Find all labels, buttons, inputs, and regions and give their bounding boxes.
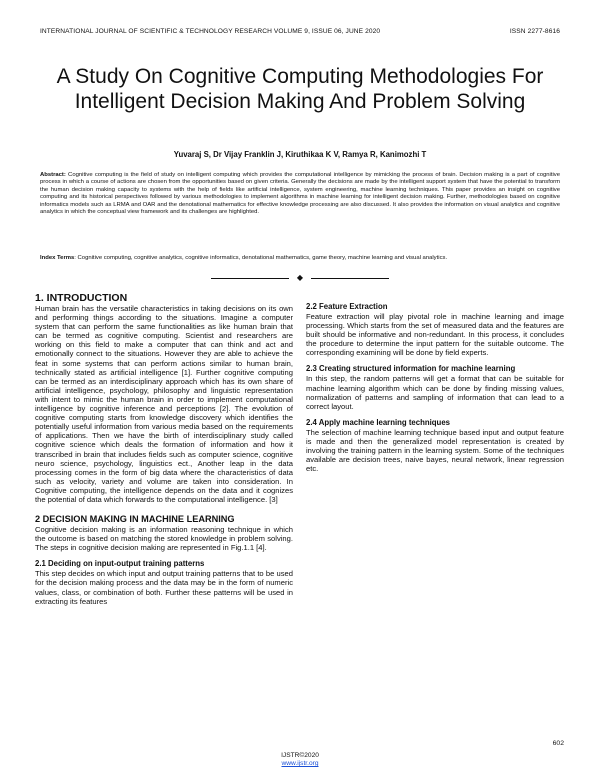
introduction-heading: 1. INTRODUCTION [35,292,128,304]
decision-making-heading: 2 DECISION MAKING IN MACHINE LEARNING [35,514,235,525]
index-terms-text: : Cognitive computing, cognitive analytics, cognitive informatics, denotational mathematics, game theory, machine learning and visual analytics. [74,255,448,261]
journal-url-link[interactable]: www.ijstr.org [281,760,319,767]
abstract [40,172,560,216]
section-2-1-text: This step decides on which input and output training patterns that to be used for the decision making process and the data may be in the form of numeric values, class, or combination of both. Further these patterns will be used in extracting its features [35,569,293,606]
introduction-text: Human brain has the versatile characteristics in taking decisions on its own and performing things according to the situations. Imagine a computer system that can perform the same functionalities as like human brain that can be termed as cognitive computing. Scientist and researchers are working on this field to make a computer that can think and act and emotionally connect to the situations. However they are able to achieve the feat in some systems that can perform actions similar to human brain, technically stated as artificial intelligence [1]. Further cognitive computing can be termed as an interdisciplinary approach which has its own share of artificial intelligence, psychology, philosophy and linguistic representation with intent to mimic the human brain in order to implement computational intelligence by cognitive inference and perceptions [2]. The evolution of cognitive computing starts from knowledge discovery which identifies the potentially useful information from various media based on the requirements of applications. Then we have the birth of interdisciplinary study called cognitive science which deals the formation of information and how it transcribed in brain that includes fields such as computer science, cognitive neuro science, psychology, linguistics ect., Another leap in the data processing comes in the form of big data where the characteristics of data such as velocity, variety and volume are taken into consideration. In Cognitive computing, the intelligence depends on the data and it cognizes the potential of data which forwards to the computational intelligence. [3] [35,304,293,504]
section-2-4-heading: 2.4 Apply machine learning techniques [306,417,450,427]
page-footer [0,752,600,768]
right-column [306,302,564,473]
index-terms [40,255,560,262]
left-column [35,292,293,606]
abstract-text: Cognitive computing is the field of study on intelligent computing which provides the computational intelligence by mimicking the process of brain. Decision making is a part of cognitive process in which a course of actions are chosen from the opportunities based on given criteria. Generally the decisions are made by the intelligent support system that have the potential to transform the human decision making capacity to systems with the help of fields like artificial intelligence, system engineering, machine learning techniques. This paper provides an insight on cognitive computing and its historical perspectives followed by various methodologies to implement algorithms in machine learning for intelligent decision making. Further, methodologies based on cognitive informatics models such as LRMA and OAR and the denotational mathematics for effective knowledge processing are also discussed. It also provides the information on visual analytics and cognitive analytics in which the conceptual view framework and its challenges are highlighted. [40,172,560,216]
decision-making-text: Cognitive decision making is an information reasoning technique in which the outcome is based on matching the stored knowledge in problem solving. The steps in cognitive decision making are represented in Fig.1.1 [4]. [35,525,293,553]
section-2-3-text: In this step, the random patterns will get a format that can be suitable for machine learning algorithm which can be done by finding missing values, normalization of patterns and sampling of information that can lead to a correct layout. [306,374,564,411]
separator-line-left [211,278,289,279]
section-2-4-text: The selection of machine learning technique based input and output feature is made and then the generalized model representation is created by involving the training pattern in the learning system. Some of the techniques available are decision trees, naive bayes, neural network, linear regression etc. [306,427,564,474]
page-number: 602 [552,740,564,747]
section-separator [0,273,600,283]
paper-title: A Study On Cognitive Computing Methodologies For Intelligent Decision Making And Problem Solving [56,65,544,113]
index-terms-label: Index Terms [40,255,75,261]
section-2-1-heading: 2.1 Deciding on input-output training patterns [35,559,205,569]
section-2-3-heading: 2.3 Creating structured information for machine learning [306,364,516,374]
issn: ISSN 2277-8616 [509,28,560,35]
separator-diamond: ◆ [296,273,304,282]
section-2-2-heading: 2.2 Feature Extraction [306,302,388,311]
abstract-label: Abstract: [40,172,66,178]
copyright: IJSTR©2020 [281,752,319,759]
author-list: Yuvaraj S, Dr Vijay Franklin J, Kiruthikaa K V, Ramya R, Kanimozhi T [173,150,427,159]
running-header [40,28,560,35]
section-2-2-text: Feature extraction will play pivotal role in machine learning and image processing. Which starts from the set of measured data and the features are built should be informative and non-redundant. In this process, it concludes the procedure to determine the input pattern for the suitable outcome. The corresponding examining will be done by field experts. [306,312,564,358]
separator-line-right [311,278,389,279]
journal-name: INTERNATIONAL JOURNAL OF SCIENTIFIC & TECHNOLOGY RESEARCH VOLUME 9, ISSUE 06, JUNE 2020 [40,28,381,35]
